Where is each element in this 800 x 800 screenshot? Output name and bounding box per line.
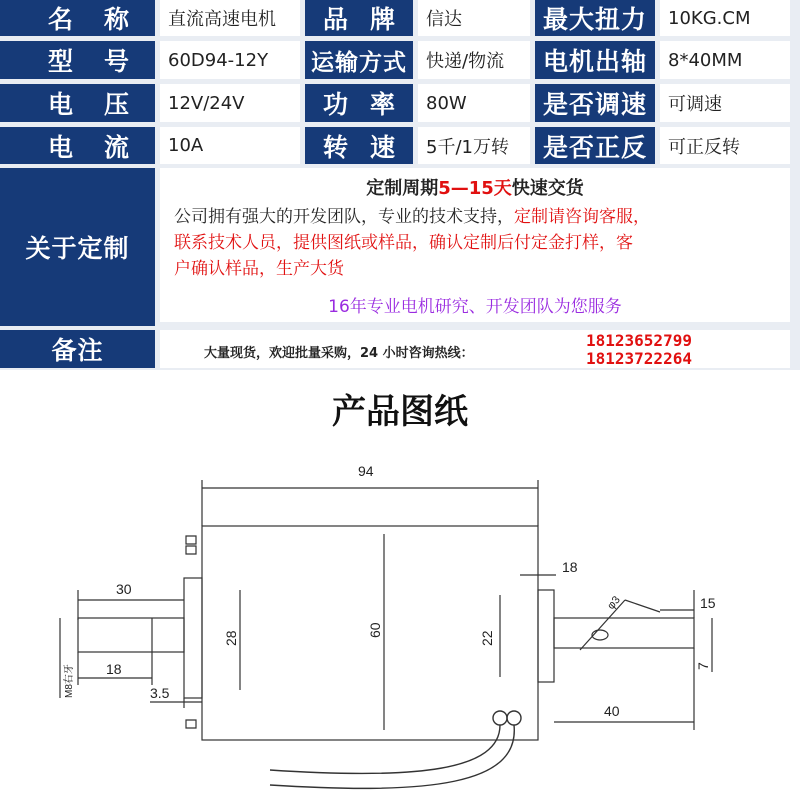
spec-label-power: 功 率 [305,84,413,122]
spec-label-max-torque: 最大扭力 [535,0,655,36]
right-boss [538,590,554,682]
notes-label: 备注 [0,330,155,368]
spec-label-reversible: 是否正反 [535,127,655,164]
spec-value-name: 直流高速电机 [160,0,300,36]
customization-paragraph: 公司拥有强大的开发团队，专业的技术支持，定制请咨询客服， 联系技术人员，提供图纸或样品，确认定制后付定金打样，客 户确认样品，生产大货 [174,207,650,279]
dim-shaft-tip: 15 [700,595,716,611]
spec-value-power: 80W [418,84,530,122]
dim-boss-height: 22 [479,630,495,646]
right-shaft [554,618,694,648]
dim-step: 3.5 [150,685,170,701]
spec-label-speed-control: 是否调速 [535,84,655,122]
lead-wires [270,711,521,788]
left-shaft [78,618,184,652]
spec-label-model: 型 号 [0,41,155,79]
customization-label: 关于定制 [0,168,155,326]
dim-flange-height: 28 [223,630,239,646]
spec-label-rpm: 转 速 [305,127,413,164]
customization-body [160,168,790,322]
dim-length: 94 [358,463,374,479]
dim-shaft-right: 40 [604,703,620,719]
notes-text: 大量现货，欢迎批量采购，24 小时咨询热线： [204,346,474,361]
dim-thread-length: 18 [106,661,122,677]
spec-value-reversible: 可正反转 [660,127,790,164]
hotline-phone-2: 18123722264 [586,349,692,368]
left-flange [184,578,202,698]
spec-value-current: 10A [160,127,300,164]
spec-value-model: 60D94-12Y [160,41,300,79]
hotline-phone-1: 18123652799 [586,331,692,350]
spec-value-voltage: 12V/24V [160,84,300,122]
dim-hole: φ3 [605,594,623,612]
spec-label-voltage: 电 压 [0,84,155,122]
customization-title: 定制周期5—15天快速交货 [366,178,584,199]
spec-label-shaft: 电机出轴 [535,41,655,79]
motor-technical-drawing [0,440,800,800]
spec-value-rpm: 5千/1万转 [418,127,530,164]
spec-value-shaft: 8*40MM [660,41,790,79]
spec-value-brand: 信达 [418,0,530,36]
dim-shaft-left: 30 [116,581,132,597]
spec-value-max-torque: 10KG.CM [660,0,790,36]
drawing-title: 产品图纸 [332,392,468,432]
terminal-top [186,536,196,554]
spec-label-name: 名 称 [0,0,155,36]
dim-body-height: 60 [367,622,383,638]
dim-shaft-offset: 7 [695,662,711,670]
spec-value-shipping: 快递/物流 [418,41,530,79]
spec-value-speed-control: 可调速 [660,84,790,122]
dim-thread-label: M8右牙 [64,664,75,698]
team-tagline: 16年专业电机研究、开发团队为您服务 [328,297,622,317]
terminal-bottom [186,720,196,728]
spec-table [0,0,800,370]
spec-label-shipping: 运输方式 [305,41,413,79]
notes-body [160,330,790,368]
spec-label-current: 电 流 [0,127,155,164]
spec-label-brand: 品 牌 [305,0,413,36]
shaft-hole-icon [592,630,608,640]
dim-right-gap: 18 [562,559,578,575]
